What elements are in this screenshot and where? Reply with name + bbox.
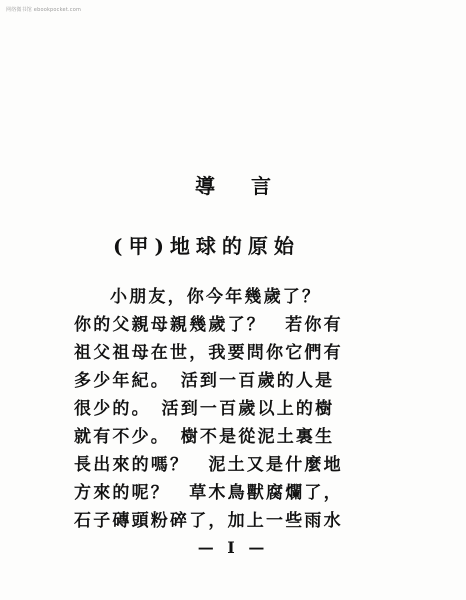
text-line: 祖父祖母在世，我要問你它們有	[74, 343, 343, 363]
text-line: 很少的。 活到一百歲以上的樹	[74, 399, 335, 419]
text-line: 就有不少。 樹不是從泥土裏生	[74, 427, 335, 447]
text-line: 你的父親母親幾歲了？ 若你有	[74, 315, 343, 335]
text-line: 長出來的嗎？ 泥土又是什麼地	[74, 455, 343, 475]
page-number: — I —	[197, 538, 269, 557]
watermark: 网络微书馆 ebookpocket.com	[6, 7, 82, 13]
text-line: 方來的呢？ 草木鳥獸腐爛了，	[74, 483, 343, 503]
chapter-title: 導言	[195, 174, 307, 198]
text-line: 石子磚頭粉碎了，加上一些雨水	[74, 511, 343, 531]
text-line: 小朋友，你今年幾歲了？	[110, 287, 322, 307]
text-line: 多少年紀。 活到一百歲的人是	[74, 371, 335, 391]
section-heading: (甲)地球的原始	[113, 234, 300, 258]
body-text	[74, 283, 374, 535]
